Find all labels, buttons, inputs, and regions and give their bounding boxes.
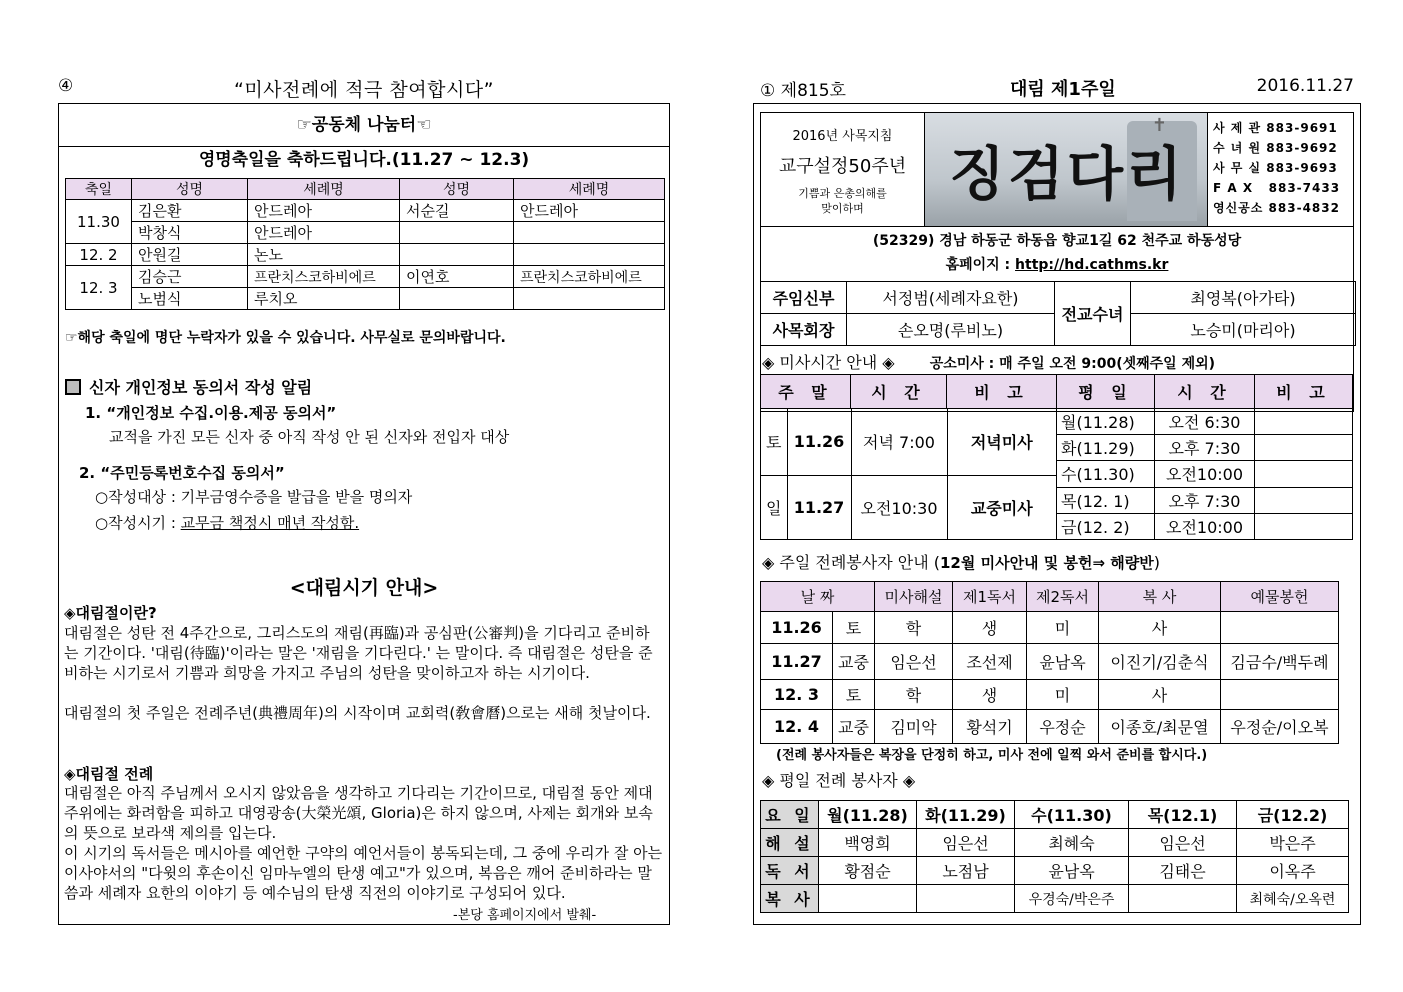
weekday-day: 금(12. 2) (1057, 513, 1155, 539)
service-cell: 김미악 (875, 710, 953, 744)
feast-note: ☞해당 축일에 명단 누락자가 있을 수 있습니다. 사무실로 문의바랍니다. (65, 330, 506, 346)
staff-label: 사목회장 (761, 314, 847, 346)
feast-saint: 프란치스코하비에르 (514, 266, 665, 288)
left-page-title: “미사전례에 적극 참여합시다” (233, 79, 494, 101)
feast-saint (514, 244, 665, 266)
service-header: 날 짜 (761, 582, 875, 612)
service-title-b: 12월 미사안내 및 봉헌⇒ 해량반 (940, 554, 1154, 572)
week-cell (917, 885, 1015, 913)
mass-heading (762, 350, 1215, 373)
community-title: ☞공동체 나눔터☜ (59, 104, 669, 147)
feast-header: 세례명 (248, 179, 400, 200)
sunday-servers-table (760, 581, 1339, 744)
table-row (761, 282, 1356, 314)
service-type: 교중 (833, 644, 875, 680)
weekday-note (1255, 435, 1353, 461)
feast-name: 김승근 (132, 266, 248, 288)
table-row (66, 244, 665, 266)
feast-table (65, 178, 665, 310)
mass-header: 시 간 (851, 375, 947, 409)
table-row (66, 266, 665, 288)
issue-number: ① 제815호 (760, 81, 846, 101)
service-date: 11.26 (761, 612, 833, 644)
week-header: 금(12.2) (1237, 801, 1349, 829)
homepage-link[interactable]: http://hd.cathms.kr (1015, 257, 1169, 273)
issue-date: 2016.11.27 (1256, 76, 1354, 96)
guideline-year: 2016년 사목지침 (792, 129, 893, 144)
mass-header: 시 간 (1155, 375, 1255, 409)
homepage (761, 253, 1353, 277)
right-page-box (753, 103, 1361, 925)
service-cell: 황석기 (953, 710, 1027, 744)
timing-label: ○작성시기 : (95, 514, 181, 532)
service-cell: 미 (1027, 680, 1099, 710)
week-cell: 우경숙/박은주 (1015, 885, 1129, 913)
feast-title: 영명축일을 축하드립니다.(11.27 ~ 12.3) (198, 150, 530, 170)
week-cell (1129, 885, 1237, 913)
service-cell: 윤남옥 (1027, 644, 1099, 680)
service-note: (전례 봉사자들은 복장을 단정히 하고, 미사 전에 일찍 와서 준비를 합시다.) (776, 748, 1208, 763)
service-type: 토 (833, 680, 875, 710)
service-cell: 임은선 (875, 644, 953, 680)
weekday-note (1255, 461, 1353, 487)
mass-header: 비 고 (1255, 375, 1353, 409)
feast-name: 서순길 (400, 200, 514, 222)
week-cell: 김태은 (1129, 857, 1237, 885)
table-row (761, 829, 1349, 857)
mass-header: 주 말 (761, 375, 851, 409)
phone-item: F A X 883-7433 (1213, 181, 1341, 195)
mass-schedule-table (760, 374, 1353, 540)
service-header: 제2독서 (1027, 582, 1099, 612)
service-cell: 사 (1099, 612, 1221, 644)
advent-title: <대림시기 안내> (289, 577, 439, 599)
phone-item: 사 제 관 883-9691 (1213, 121, 1338, 135)
feast-saint: 안드레아 (248, 200, 400, 222)
weekend-note: 교중미사 (970, 498, 1033, 518)
weekend-day: 토 (761, 409, 787, 475)
weekday-servers-heading: ◈ 평일 전례 봉사자 ◈ (762, 771, 916, 790)
mass-title: ◈ 미사시간 안내 ◈ (762, 353, 895, 372)
week-cell: 이옥주 (1237, 857, 1349, 885)
checkbox-square-icon (65, 379, 81, 395)
feast-name (400, 222, 514, 244)
privacy-title: 신자 개인정보 동의서 작성 알림 (89, 378, 313, 397)
week-cell: 박은주 (1237, 829, 1349, 857)
week-row-label: 해 설 (761, 829, 819, 857)
service-header: 복 사 (1099, 582, 1221, 612)
guideline-theme: 교구설정50주년 (778, 156, 907, 177)
guideline-sub-line2: 맞이하며 (821, 202, 864, 215)
service-header-row (761, 582, 1339, 612)
feast-header: 세례명 (514, 179, 665, 200)
week-header: 요 일 (761, 801, 819, 829)
privacy-heading (65, 375, 312, 398)
service-cell: 생 (953, 612, 1027, 644)
weekend-cell (761, 409, 1057, 540)
service-cell (1221, 612, 1339, 644)
feast-date: 12. 2 (66, 244, 132, 266)
cross-icon: ✝ (1151, 115, 1167, 136)
table-row (66, 288, 665, 310)
address: (52329) 경남 하동군 하동읍 향교1길 62 천주교 하동성당 (872, 233, 1242, 249)
source-note: -본당 홈페이지에서 발췌- (453, 908, 597, 923)
feast-name: 김은환 (132, 200, 248, 222)
phone-item: 사 무 실 883-9693 (1213, 161, 1338, 175)
weekday-note (1255, 409, 1353, 435)
weekday-day: 월(11.28) (1057, 409, 1155, 435)
table-row (761, 409, 1353, 435)
phone-item: 수 녀 원 883-9692 (1213, 141, 1338, 155)
weekend-day: 일 (761, 475, 787, 539)
service-date: 12. 3 (761, 680, 833, 710)
service-header: 제1독서 (953, 582, 1027, 612)
service-cell: 이진기/김춘식 (1099, 644, 1221, 680)
privacy-item-2-target: ○작성대상 : 기부금영수증을 발급을 받을 명의자 (95, 488, 413, 506)
week-cell (819, 885, 917, 913)
feast-saint: 프란치스코하비에르 (248, 266, 400, 288)
week-header: 화(11.29) (917, 801, 1015, 829)
weekday-time: 오전10:00 (1155, 461, 1255, 487)
service-cell: 우정순/이오복 (1221, 710, 1339, 744)
bulletin-logo (925, 113, 1207, 226)
feast-header: 축일 (66, 179, 132, 200)
week-cell: 황점순 (819, 857, 917, 885)
advent-section-2-head: ◈대림절 전례 (64, 765, 154, 783)
phone-item: 영신공소 883-4832 (1213, 201, 1340, 215)
left-page-box (58, 103, 670, 925)
table-row (66, 222, 665, 244)
feast-saint: 루치오 (248, 288, 400, 310)
service-cell: 이종호/최문열 (1099, 710, 1221, 744)
week-row-label: 독 서 (761, 857, 819, 885)
guideline-sub (761, 186, 924, 216)
staff-label: 전교수녀 (1055, 282, 1131, 346)
weekday-time: 오후 7:30 (1155, 487, 1255, 513)
privacy-item-2-timing (95, 512, 359, 533)
feast-name (400, 244, 514, 266)
week-cell: 임은선 (917, 829, 1015, 857)
service-cell: 학 (875, 612, 953, 644)
table-row (761, 612, 1339, 644)
advent-section-2-body2: 이 시기의 독서들은 메시아를 예언한 구약의 예언서들이 봉독되는데, 그 중에 우리가 잘 아는 이사야서의 "다윗의 후손이신 임마누엘의 탄생 예고"가 있으며, 복음은 깨어 준비하라는 말씀과 세례자 요한의 이야기 등 예수님의 탄생 직전의 이야기로 구성되어 있다. (64, 844, 663, 902)
weekday-time: 오전10:00 (1155, 513, 1255, 539)
mass-header: 비 고 (947, 375, 1057, 409)
staff-value: 노승미(마리아) (1131, 314, 1356, 346)
feast-header-row (66, 179, 665, 200)
staff-value: 최영복(아가타) (1131, 282, 1356, 314)
privacy-item-1-desc: 교적을 가진 모든 신자 중 아직 작성 안 된 신자와 전입자 대상 (109, 428, 510, 446)
privacy-item-1: 1. “개인정보 수집.이용.제공 동의서” (85, 404, 337, 422)
left-page-number: ④ (58, 76, 74, 96)
feast-saint (514, 222, 665, 244)
service-cell: 미 (1027, 612, 1099, 644)
advent-section-2-body: 대림절은 아직 주님께서 오시지 않았음을 생각하고 기다리는 기간이므로, 대림절 동안 제대 주위에는 화려함을 피하고 대영광송(大榮光頌, Gloria)은 하지 않으며, 사제는 회개와 보속의 뜻으로 보라색 제의를 입는다. (64, 784, 653, 842)
guideline-sub-line1: 기쁨과 은총의해를 (798, 187, 887, 200)
week-header-row (761, 801, 1349, 829)
week-cell: 윤남옥 (1015, 857, 1129, 885)
feast-header: 성명 (400, 179, 514, 200)
pastoral-guideline (761, 113, 925, 226)
weekend-time: 저녁 7:00 (851, 409, 947, 475)
service-date: 11.27 (761, 644, 833, 680)
service-type: 교중 (833, 710, 875, 744)
service-cell (1221, 680, 1339, 710)
feast-name (400, 288, 514, 310)
feast-saint (514, 288, 665, 310)
table-row (761, 680, 1339, 710)
feast-saint: 안드레아 (248, 222, 400, 244)
week-header: 월(11.28) (819, 801, 917, 829)
homepage-label: 홈페이지 : (945, 257, 1016, 273)
table-row (761, 644, 1339, 680)
table-row (761, 857, 1349, 885)
table-row (66, 200, 665, 222)
address-block (761, 226, 1353, 282)
mission-mass-note: 공소미사 : 매 주일 오전 9:00(셋째주일 제외) (929, 356, 1216, 372)
left-page-header (58, 74, 670, 104)
weekday-day: 수(11.30) (1057, 461, 1155, 487)
feast-name: 박창식 (132, 222, 248, 244)
mass-header-row (761, 375, 1353, 409)
service-cell: 생 (953, 680, 1027, 710)
right-page-header (760, 74, 1360, 104)
weekend-date: 11.27 (787, 475, 851, 539)
week-row-label: 복 사 (761, 885, 819, 913)
service-date: 12. 4 (761, 710, 833, 744)
service-type: 토 (833, 612, 875, 644)
weekday-servers-table (760, 800, 1349, 913)
feast-name: 안원길 (132, 244, 248, 266)
service-cell: 조선제 (953, 644, 1027, 680)
week-header: 수(11.30) (1015, 801, 1129, 829)
advent-section-1-head: ◈대림절이란? (64, 604, 157, 622)
weekday-day: 화(11.29) (1057, 435, 1155, 461)
feast-date: 12. 3 (66, 266, 132, 310)
service-header: 미사해설 (875, 582, 953, 612)
table-row (761, 409, 1056, 475)
table-row (761, 710, 1339, 744)
feast-date: 11.30 (66, 200, 132, 244)
advent-section-1-body: 대림절은 성탄 전 4주간으로, 그리스도의 재림(再臨)과 공심판(公審判)을 기다리고 준비하는 기간이다. '대림(待臨)'이라는 말은 '재림을 기다린다.' 는 말이다. 즉 대림절은 성탄을 준비하는 시기로서 기쁨과 희망을 가지고 주님의 성탄을 맞이하고자 하는 시기이다. (64, 624, 653, 682)
service-cell: 우정순 (1027, 710, 1099, 744)
service-title-a: ◈ 주일 전례봉사자 안내 ( (762, 553, 940, 572)
phone-list (1207, 113, 1355, 226)
weekday-time: 오전 6:30 (1155, 409, 1255, 435)
week-cell: 최혜숙 (1015, 829, 1129, 857)
liturgical-day: 대림 제1주일 (1010, 79, 1116, 100)
week-cell: 임은선 (1129, 829, 1237, 857)
bulletin-name: 징검다리 (949, 140, 1186, 208)
service-cell: 학 (875, 680, 953, 710)
weekend-date: 11.26 (787, 409, 851, 475)
feast-header: 성명 (132, 179, 248, 200)
service-title-c: ) (1153, 553, 1160, 572)
mass-header: 평 일 (1057, 375, 1155, 409)
weekend-time: 오전10:30 (851, 475, 947, 539)
week-cell: 노점남 (917, 857, 1015, 885)
service-header: 예물봉헌 (1221, 582, 1339, 612)
table-row (761, 885, 1349, 913)
weekend-table (761, 409, 1056, 539)
feast-saint: 안드레아 (514, 200, 665, 222)
privacy-item-2: 2. “주민등록번호수집 동의서” (79, 464, 285, 482)
feast-name: 노범식 (132, 288, 248, 310)
service-heading (762, 550, 1160, 573)
staff-value: 서정범(세례자요한) (847, 282, 1055, 314)
timing-value: 교무금 책정시 매년 작성함. (180, 514, 360, 532)
feast-name: 이연호 (400, 266, 514, 288)
weekday-day: 목(12. 1) (1057, 487, 1155, 513)
staff-value: 손오명(루비노) (847, 314, 1055, 346)
staff-table (760, 281, 1356, 346)
weekend-note: 저녁미사 (947, 409, 1056, 475)
service-cell: 사 (1099, 680, 1221, 710)
weekday-note (1255, 513, 1353, 539)
week-cell: 최혜숙/오옥련 (1237, 885, 1349, 913)
week-cell: 백영희 (819, 829, 917, 857)
staff-label: 주임신부 (761, 282, 847, 314)
weekday-time: 오후 7:30 (1155, 435, 1255, 461)
advent-section-1-body2: 대림절의 첫 주일은 전례주년(典禮周年)의 시작이며 교회력(敎會曆)으로는 새해 첫날이다. (64, 704, 651, 722)
table-row (761, 475, 1056, 539)
week-header: 목(12.1) (1129, 801, 1237, 829)
weekday-note (1255, 487, 1353, 513)
feast-saint: 논노 (248, 244, 400, 266)
service-cell: 김금수/백두례 (1221, 644, 1339, 680)
